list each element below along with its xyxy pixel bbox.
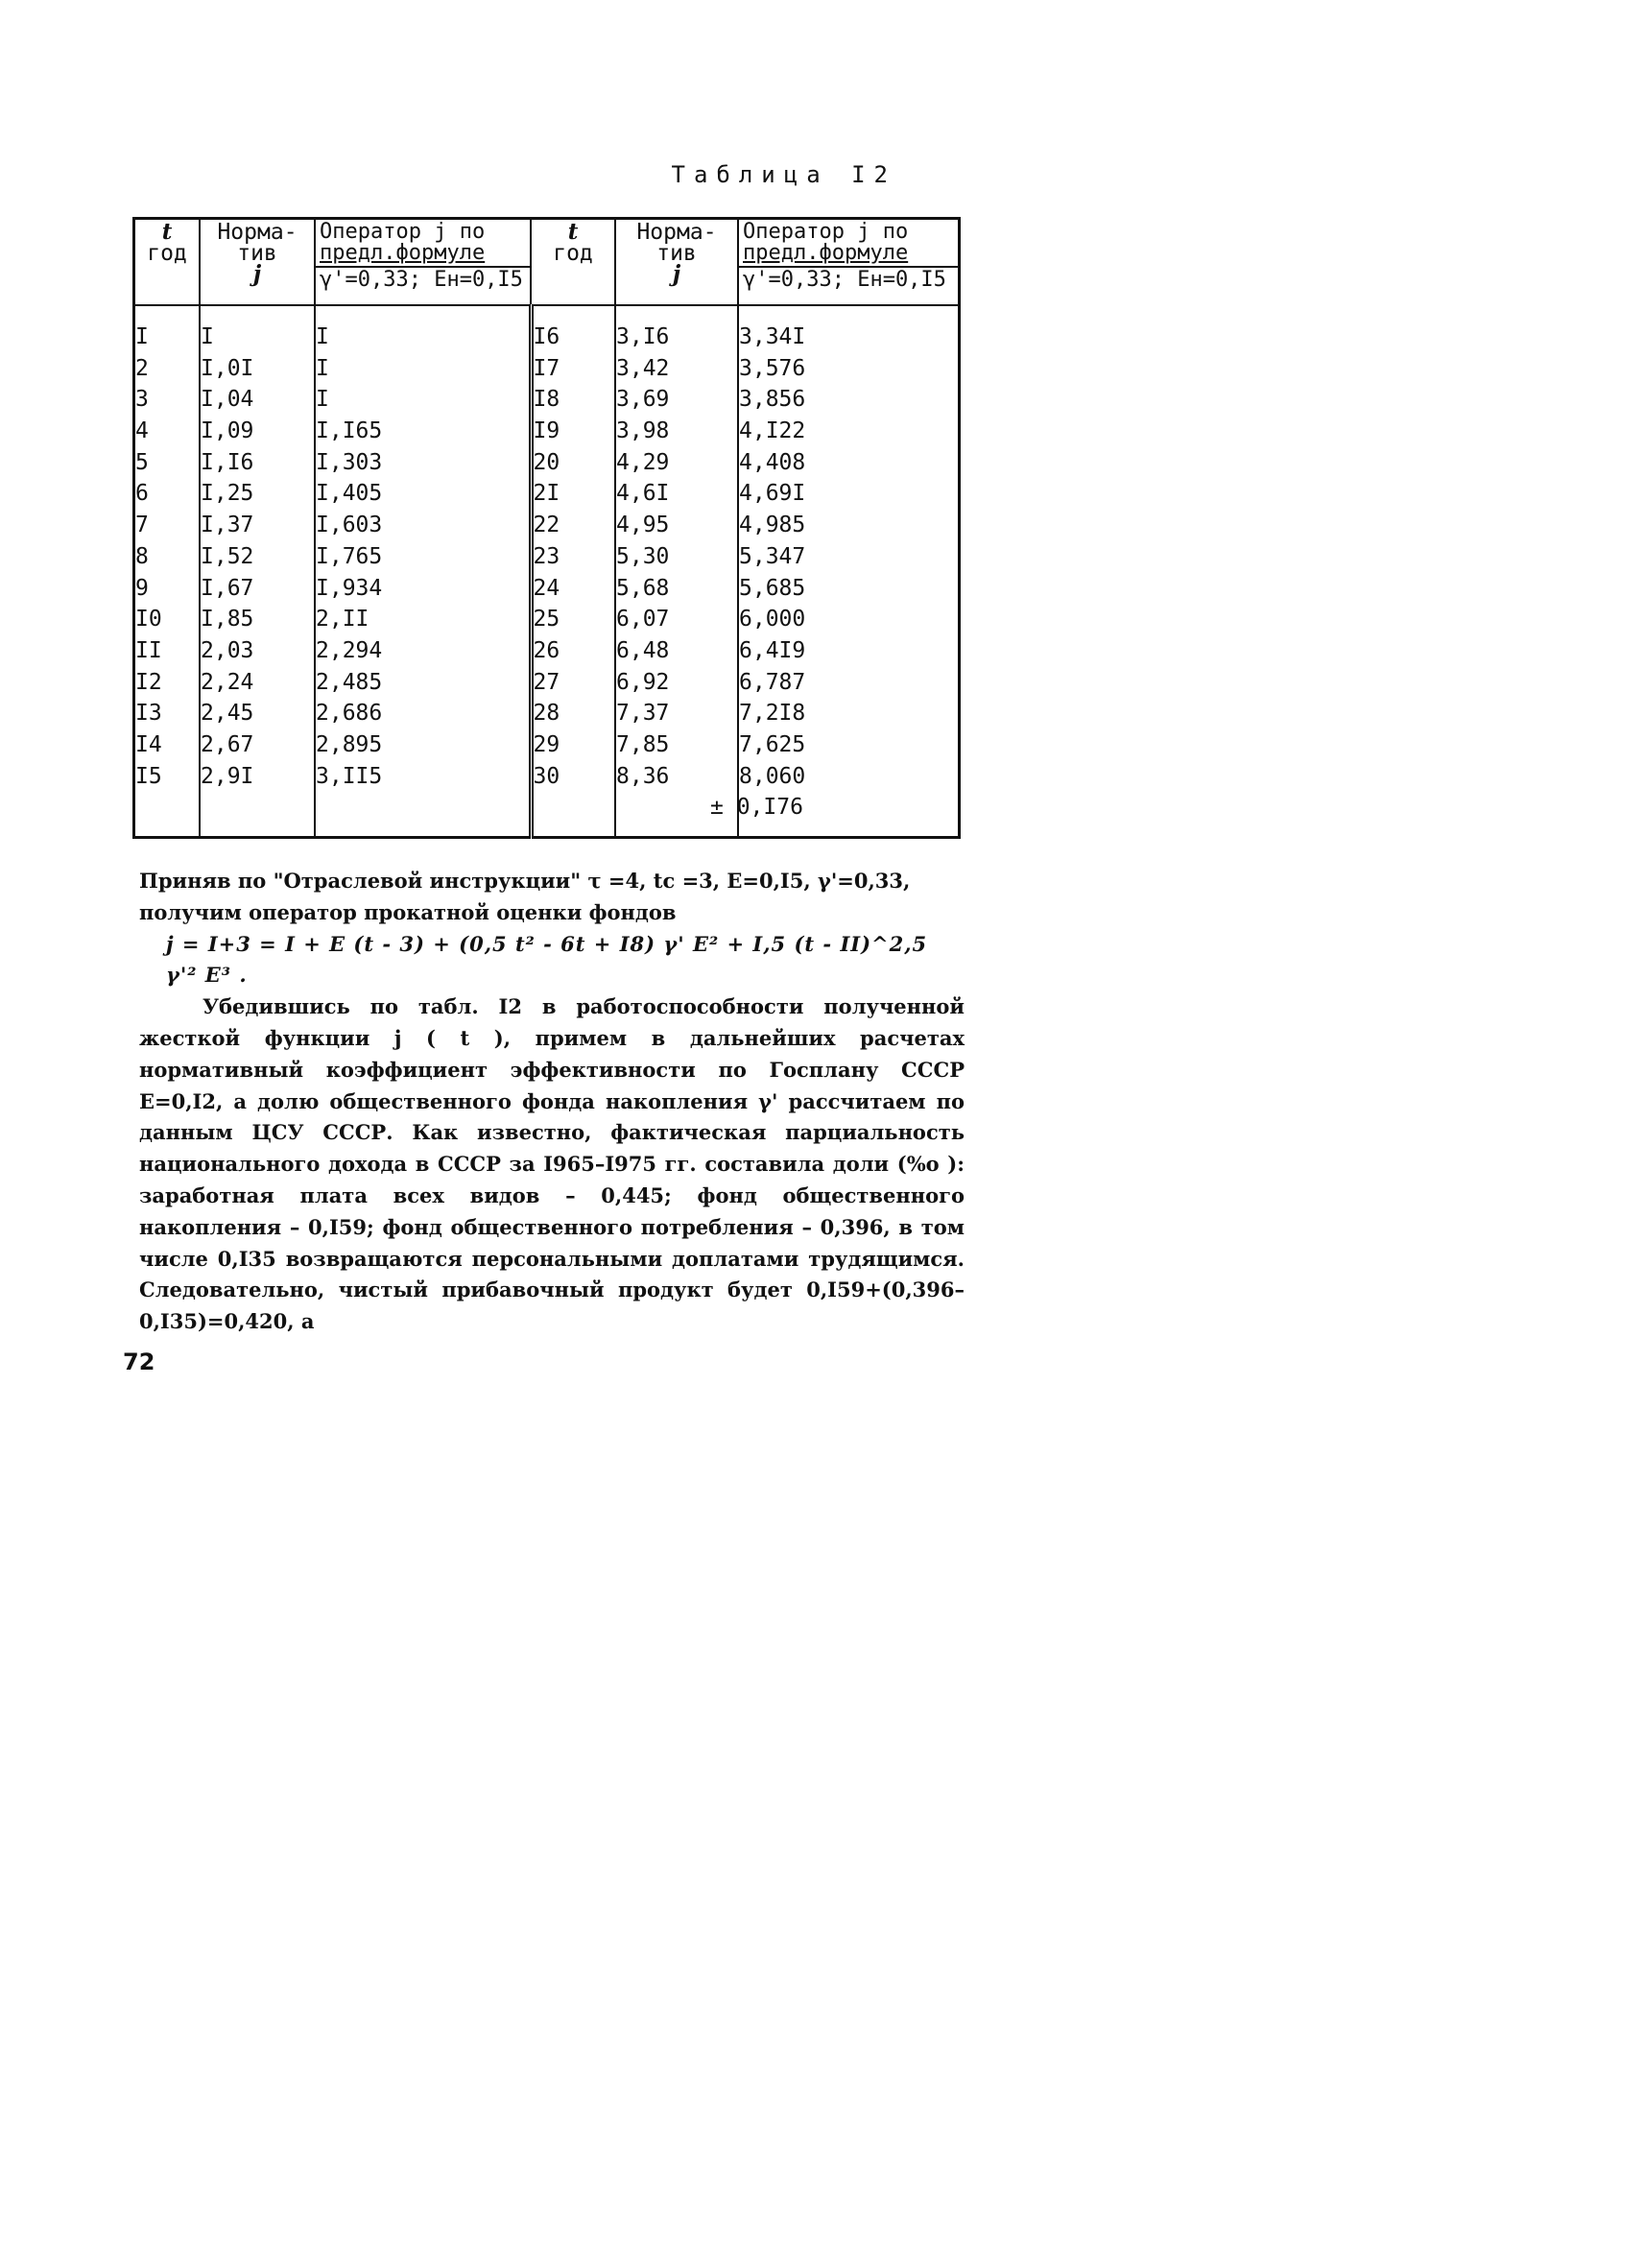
table-cell: 3,98 bbox=[616, 418, 670, 444]
table-cell: 4,408 bbox=[739, 449, 806, 475]
table-cell: 6,000 bbox=[739, 607, 806, 633]
table-cell: 4,6I bbox=[616, 481, 670, 507]
table-cell: 2,686 bbox=[316, 701, 383, 727]
table-cell: I bbox=[135, 324, 149, 349]
table-cell: 2,24 bbox=[201, 669, 254, 695]
table-cell: I,37 bbox=[201, 513, 254, 538]
year-symbol: t bbox=[161, 219, 173, 245]
table-cell: 7,625 bbox=[739, 731, 806, 757]
table-cell: 4,95 bbox=[616, 513, 670, 538]
table-cell: 7,2I8 bbox=[739, 701, 806, 727]
table-cell: 8 bbox=[135, 543, 149, 569]
table-cell: 3,576 bbox=[739, 355, 806, 381]
table-cell: 6,92 bbox=[616, 669, 670, 695]
year-symbol-right: t bbox=[567, 219, 579, 245]
table-cell: 3 bbox=[135, 387, 149, 413]
table-cell: I bbox=[201, 324, 214, 349]
table-cell: 3,42 bbox=[616, 355, 670, 381]
table-cell: 6,48 bbox=[616, 637, 670, 663]
table-cell: I,603 bbox=[316, 513, 383, 538]
table-cell: I,09 bbox=[201, 418, 254, 444]
operator-param: γ'=0,33; Eн=0,I5 bbox=[315, 267, 531, 305]
table-cell: 8,36 bbox=[616, 763, 670, 789]
table-cell: 2,67 bbox=[201, 731, 254, 757]
table-cell: 23 bbox=[533, 543, 560, 569]
norm-symbol: j bbox=[252, 261, 262, 287]
operator-label-line1-right: Оператор j по bbox=[743, 220, 909, 244]
col-year-left bbox=[134, 305, 201, 838]
table-cell: I,25 bbox=[201, 481, 254, 507]
table-cell: 8,060 bbox=[739, 763, 806, 789]
formula: j = I+3 = I + E (t - 3) + (0,5 t² - 6t + I8) γ' E² + I,5 (t - II)^2,5 γ'² E³ . bbox=[166, 931, 928, 988]
table-cell: II bbox=[135, 637, 162, 663]
body-text bbox=[139, 866, 965, 1338]
table-cell: I3 bbox=[135, 701, 162, 727]
year-label: год bbox=[147, 241, 187, 266]
table-cell: I,303 bbox=[316, 449, 383, 475]
norm-label-line2-right: тив bbox=[656, 241, 697, 266]
table-cell: 5,347 bbox=[739, 543, 806, 569]
table-cell: 29 bbox=[533, 731, 560, 757]
table-cell: 3,69 bbox=[616, 387, 670, 413]
table-cell: 2,485 bbox=[316, 669, 383, 695]
table-cell: 3,I6 bbox=[616, 324, 670, 349]
table-cell: 6 bbox=[135, 481, 149, 507]
table-cell: 27 bbox=[533, 669, 560, 695]
table-cell: 4,I22 bbox=[739, 418, 806, 444]
table-cell: 3,856 bbox=[739, 387, 806, 413]
table-cell: 7,85 bbox=[616, 731, 670, 757]
table-cell: 6,07 bbox=[616, 607, 670, 633]
table-cell: I,0I bbox=[201, 355, 254, 381]
operator-label-line2: предл.формуле bbox=[320, 241, 486, 265]
table-cell: 4,69I bbox=[739, 481, 806, 507]
table-cell: 7 bbox=[135, 513, 149, 538]
year-header bbox=[134, 219, 201, 306]
table-cell: 2,45 bbox=[201, 701, 254, 727]
table-cell: 2,895 bbox=[316, 731, 383, 757]
table-cell: 5,685 bbox=[739, 575, 806, 601]
table-cell: I,765 bbox=[316, 543, 383, 569]
table-cell: 25 bbox=[533, 607, 560, 633]
table-cell: 2,9I bbox=[201, 763, 254, 789]
table-cell: 7,37 bbox=[616, 701, 670, 727]
norm-label-line1-right: Норма- bbox=[636, 220, 717, 245]
table-cell: I,I6 bbox=[201, 449, 254, 475]
table-cell: 3,II5 bbox=[316, 763, 383, 789]
table-cell: I5 bbox=[135, 763, 162, 789]
norm-table bbox=[132, 217, 961, 839]
table-cell: 2,294 bbox=[316, 637, 383, 663]
table-cell: I bbox=[316, 324, 329, 349]
norm-symbol-right: j bbox=[672, 261, 681, 287]
table-cell: I bbox=[316, 355, 329, 381]
table-cell: I9 bbox=[533, 418, 560, 444]
table-cell: 9 bbox=[135, 575, 149, 601]
table-cell: 20 bbox=[533, 449, 560, 475]
table-cell: 2,03 bbox=[201, 637, 254, 663]
paragraph bbox=[139, 991, 965, 1338]
table-cell: I,52 bbox=[201, 543, 254, 569]
table-cell: I4 bbox=[135, 731, 162, 757]
table-cell: 4,29 bbox=[616, 449, 670, 475]
table-cell: I0 bbox=[135, 607, 162, 633]
operator-label-line2-right: предл.формуле bbox=[743, 241, 909, 265]
table-cell: I,85 bbox=[201, 607, 254, 633]
page-number: 72 bbox=[123, 1349, 155, 1375]
op-tolerance: ± 0,I76 bbox=[710, 795, 803, 821]
table-cell: I,67 bbox=[201, 575, 254, 601]
table-cell: I8 bbox=[533, 387, 560, 413]
table-cell: 24 bbox=[533, 575, 560, 601]
table-cell: 6,787 bbox=[739, 669, 806, 695]
col-norm-right bbox=[615, 305, 738, 838]
table-cell: 26 bbox=[533, 637, 560, 663]
table-cell: 4 bbox=[135, 418, 149, 444]
year-header-right bbox=[531, 219, 615, 306]
table-cell: 2I bbox=[533, 481, 560, 507]
norm-header bbox=[200, 219, 315, 306]
table-cell: I,I65 bbox=[316, 418, 383, 444]
table-cell: 4,985 bbox=[739, 513, 806, 538]
text-line-2: получим оператор прокатной оценки фондов bbox=[139, 899, 677, 924]
table-cell: I2 bbox=[135, 669, 162, 695]
table-cell: 28 bbox=[533, 701, 560, 727]
table-caption: Таблица I2 bbox=[671, 161, 896, 188]
operator-header bbox=[315, 219, 531, 268]
col-op-left bbox=[315, 305, 531, 838]
table-cell: 2,II bbox=[316, 607, 369, 633]
table-cell: 3,34I bbox=[739, 324, 806, 349]
operator-label-line1: Оператор j по bbox=[320, 220, 486, 244]
table-cell: 22 bbox=[533, 513, 560, 538]
table-cell: I6 bbox=[533, 324, 560, 349]
paragraph-text: Убедившись по табл. I2 в работоспособности полученной жесткой функции j ( t ), примем в дальнейших расчетах нормативный коэффициент эффективности по Госплану СССР E=0,I2, а долю общественного фонда накопления γ' рассчитаем по данным ЦСУ СССР. Как известно, фактическая парциальность национального дохода в СССР за I965–I975 гг. составила доли (%о ): заработная плата всех видов – 0,445; фонд общественного накопления – 0,I59; фонд общественного потребления – 0,396, в том числе 0,I35 возвращаются персональными доплатами трудящимся. Следовательно, чистый прибавочный продукт будет 0,I59+(0,396–0,I35)=0,420, а bbox=[139, 994, 965, 1334]
operator-header-right bbox=[738, 219, 960, 268]
table-cell: 5 bbox=[135, 449, 149, 475]
table-cell: 5,30 bbox=[616, 543, 670, 569]
norm-header-right bbox=[615, 219, 738, 306]
table-cell: 30 bbox=[533, 763, 560, 789]
table-cell: 5,68 bbox=[616, 575, 670, 601]
year-label-right: год bbox=[553, 241, 593, 266]
table-cell: 6,4I9 bbox=[739, 637, 806, 663]
table-cell: I,04 bbox=[201, 387, 254, 413]
table-cell: 2 bbox=[135, 355, 149, 381]
norm-label-line2: тив bbox=[237, 241, 277, 266]
norm-label-line1: Норма- bbox=[217, 220, 298, 245]
col-norm-left bbox=[200, 305, 315, 838]
text-line-1: Приняв по "Отраслевой инструкции" τ =4, tс =3, E=0,I5, γ'=0,33, bbox=[139, 869, 911, 893]
table-cell: I7 bbox=[533, 355, 560, 381]
table-cell: I bbox=[316, 387, 329, 413]
table-cell: I,405 bbox=[316, 481, 383, 507]
operator-param-right: γ'=0,33; Eн=0,I5 bbox=[738, 267, 960, 305]
col-year-right bbox=[531, 305, 615, 838]
col-op-right bbox=[710, 305, 960, 838]
table-cell: I,934 bbox=[316, 575, 383, 601]
